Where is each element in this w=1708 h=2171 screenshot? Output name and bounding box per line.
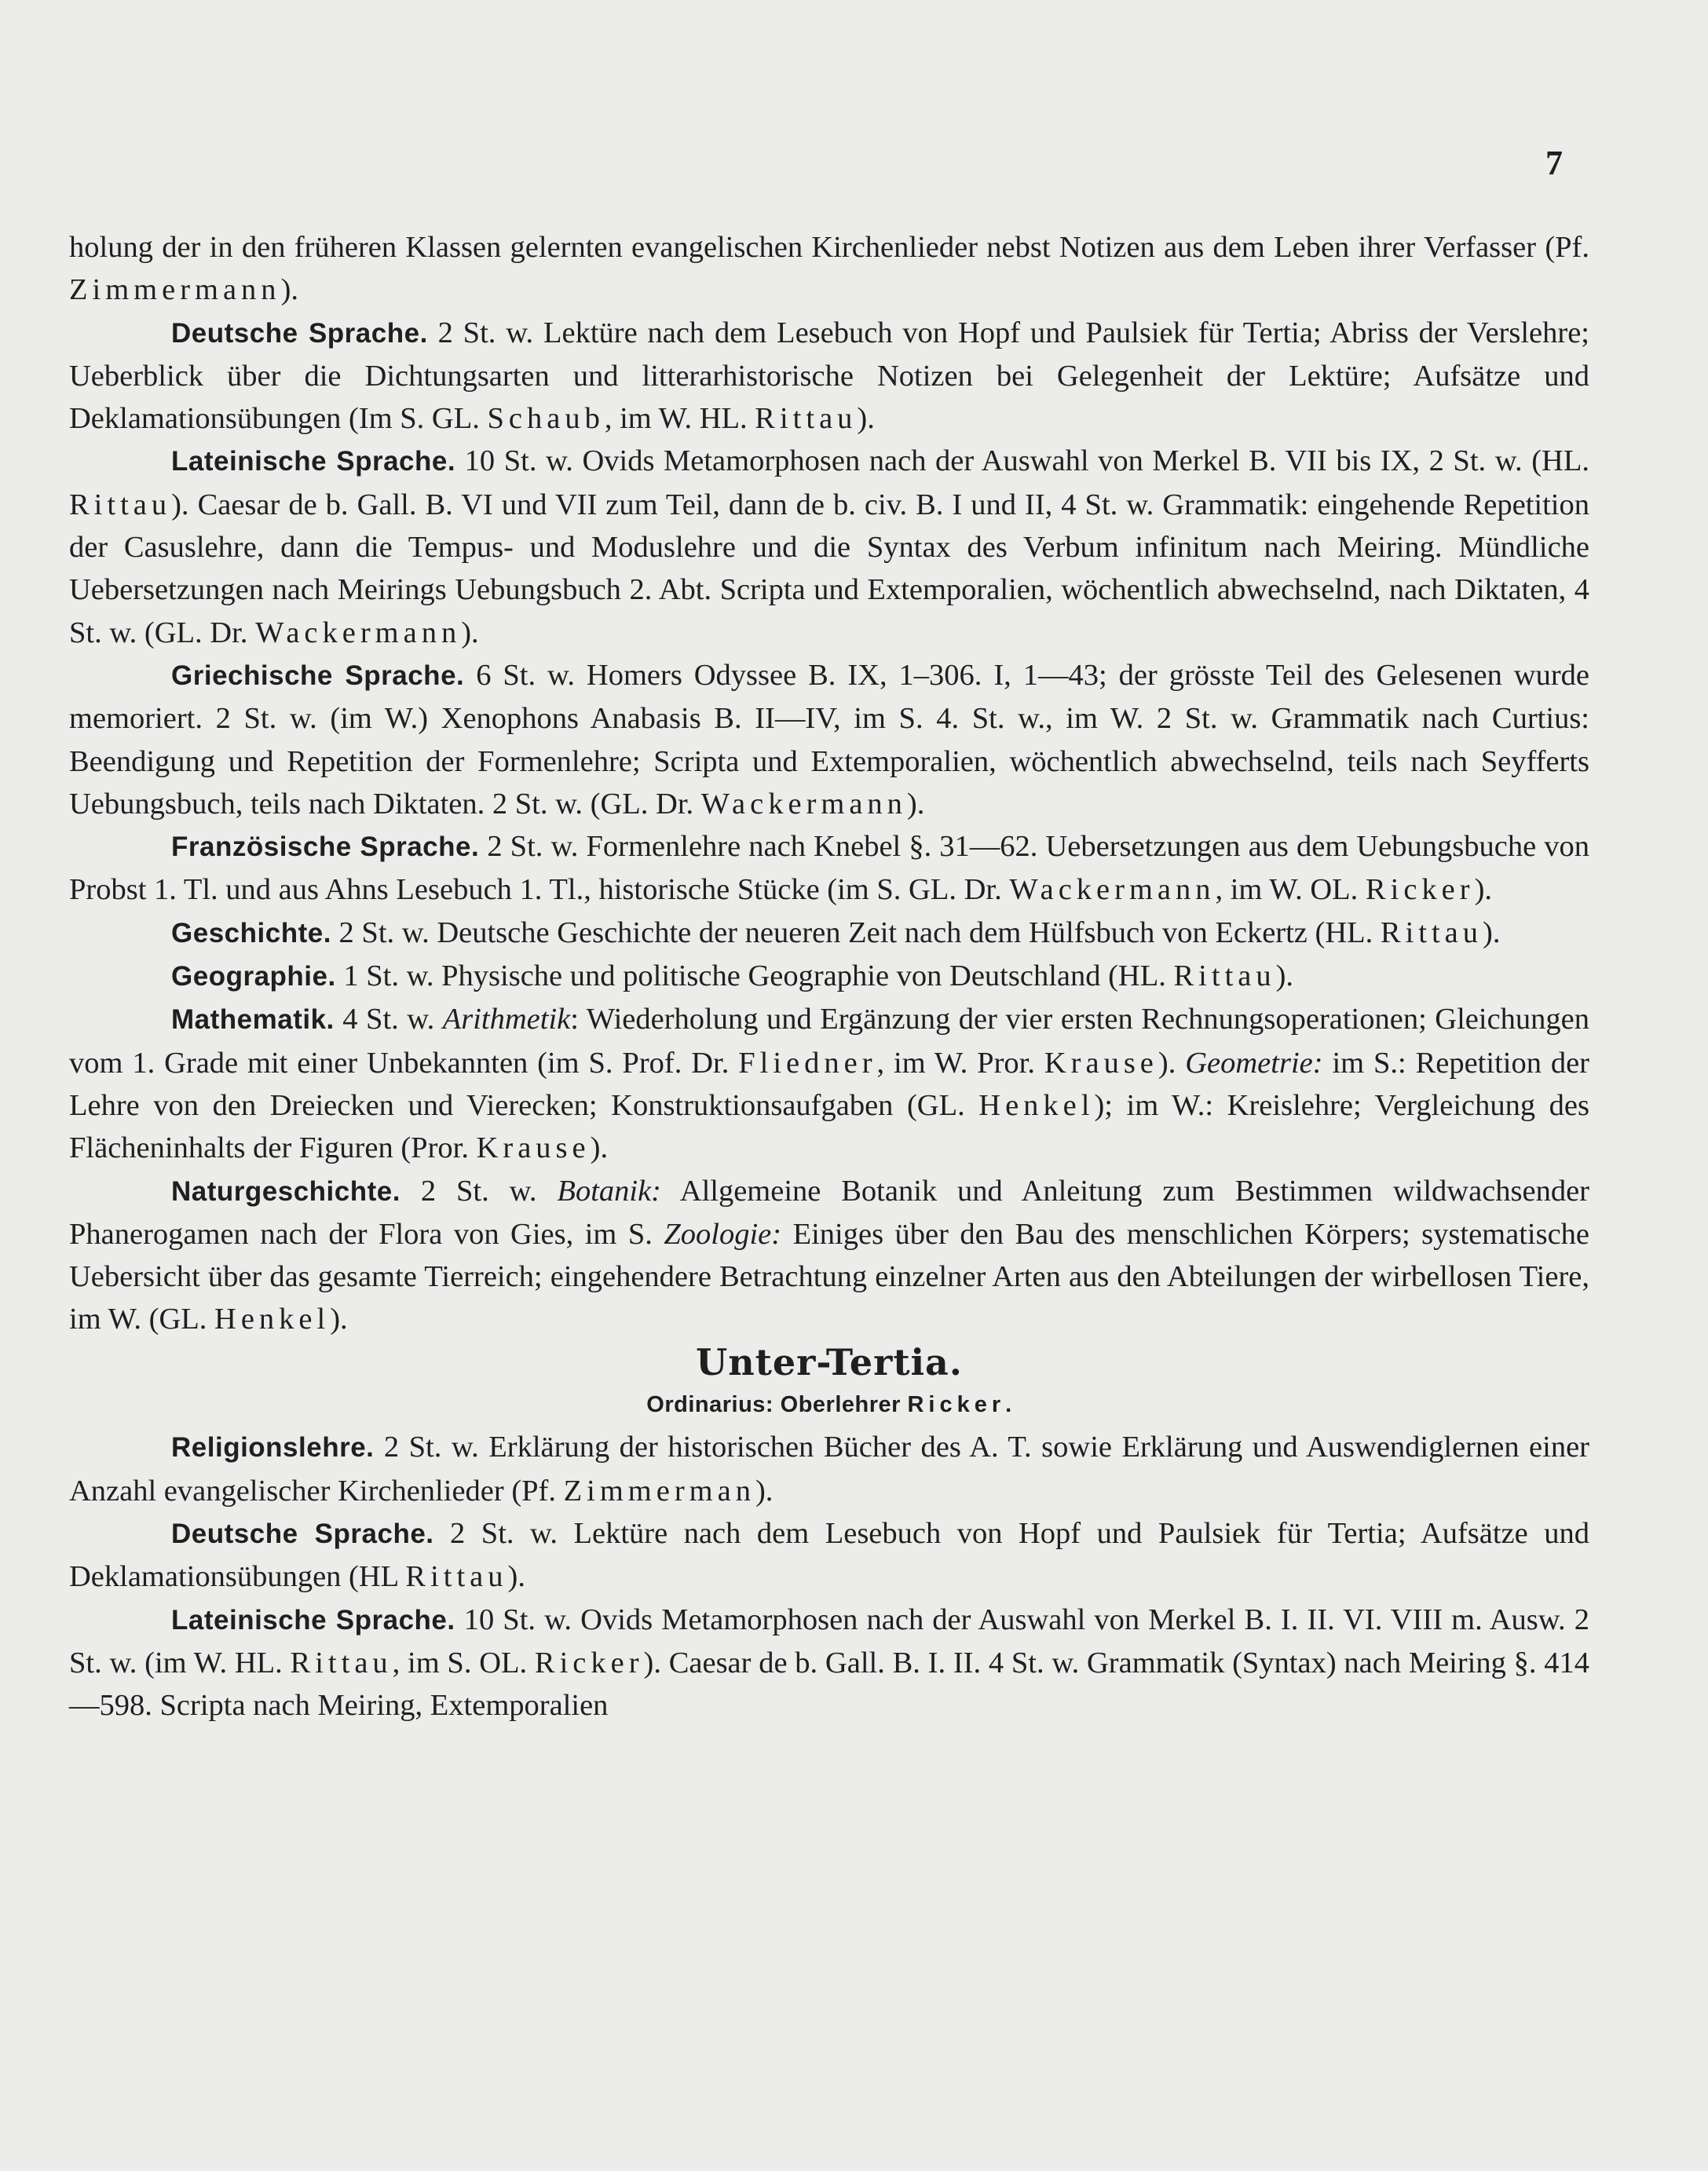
subject-heading: Geschichte. bbox=[171, 917, 331, 948]
subject-heading: Lateinische Sprache. bbox=[171, 446, 456, 477]
topic-label: Geometrie: bbox=[1185, 1046, 1323, 1080]
subject-heading: Geographie. bbox=[171, 961, 336, 992]
subject-heading: Französische Sprache. bbox=[171, 831, 480, 863]
paragraph-text: ). bbox=[280, 273, 299, 307]
subject-religion bbox=[69, 1426, 1589, 1512]
subject-heading: Lateinische Sprache. bbox=[171, 1604, 455, 1636]
topic-label: Arithmetik bbox=[442, 1003, 571, 1036]
teacher-name: Ricker bbox=[534, 1646, 644, 1679]
paragraph-text: ). bbox=[906, 787, 925, 821]
paragraph-continuation bbox=[69, 226, 1589, 312]
paragraph-text: , im S. OL. bbox=[392, 1646, 535, 1679]
subject-heading: Naturgeschichte. bbox=[171, 1175, 400, 1207]
subject-heading: Griechische Sprache. bbox=[171, 660, 465, 691]
paragraph-text: ). bbox=[1158, 1046, 1186, 1080]
paragraph-text: , im W. Pror. bbox=[876, 1046, 1044, 1080]
subtitle-text: Ordinarius: Oberlehrer bbox=[646, 1392, 908, 1418]
teacher-name: Fliedner bbox=[738, 1046, 877, 1080]
subject-latein bbox=[69, 440, 1589, 653]
teacher-name: Zimmerman bbox=[563, 1474, 755, 1508]
paragraph-text: holung der in den früheren Klassen gelernten evangelischen Kirchenlieder nebst Notizen aus dem Leben ihrer Verfasser (Pf. bbox=[69, 231, 1589, 264]
section-title: Unter-Tertia. bbox=[696, 1340, 963, 1383]
paragraph-text: ). bbox=[755, 1474, 774, 1508]
subject-heading: Deutsche Sprache. bbox=[171, 317, 428, 349]
teacher-name: Ricker bbox=[907, 1392, 1006, 1418]
paragraph-text: 2 St. w. Lektüre nach dem Lesebuch von Hopf und Paulsiek für Tertia; Aufsätze und Deklamationsübungen (HL bbox=[69, 1516, 1589, 1594]
paragraph-text: 2 St. w. Deutsche Geschichte der neueren Zeit nach dem Hülfsbuch von Eckertz (HL. bbox=[331, 916, 1381, 949]
subject-deutsch-ut bbox=[69, 1512, 1589, 1599]
paragraph-text: 2 St. w. Lektüre nach dem Lesebuch von Hopf und Paulsiek für Tertia; Abriss der Verslehre; Ueberblick über die Dichtungsarten und litterarhistorische Notizen bei Gelegenheit der Lektüre; Aufsätze und Deklamationsübungen (Im S. GL. bbox=[69, 316, 1589, 436]
paragraph-text: ). bbox=[590, 1131, 609, 1165]
subject-latein-ut bbox=[69, 1599, 1589, 1727]
topic-label: Zoologie: bbox=[664, 1217, 782, 1251]
paragraph-text: 2 St. w. Formenlehre nach Knebel §. 31—62. Uebersetzungen aus dem Uebungsbuche von Probst 1. Tl. und aus Ahns Lesebuch 1. Tl., historische Stücke (im S. GL. Dr. bbox=[69, 830, 1589, 907]
subject-franzoesisch bbox=[69, 825, 1589, 912]
paragraph-text: : Wiederholung und Ergänzung der vier ersten Rechnungsoperationen; Gleichungen vom 1. Grade mit einer Unbekannten (im S. Prof. Dr. bbox=[69, 1003, 1589, 1080]
teacher-name: Wackermann bbox=[700, 787, 907, 821]
paragraph-text: ). Caesar de b. Gall. B. I. II. 4 St. w. Grammatik (Syntax) nach Meiring §. 414—598. Scripta nach Meiring, Extemporalien bbox=[69, 1646, 1589, 1723]
page-number: 7 bbox=[1545, 144, 1563, 182]
subject-geschichte bbox=[69, 912, 1589, 955]
teacher-name: Krause bbox=[476, 1131, 591, 1165]
topic-label: Botanik: bbox=[557, 1174, 661, 1208]
subtitle-text: . bbox=[1005, 1392, 1012, 1418]
paragraph-text: 2 St. w. bbox=[400, 1174, 558, 1208]
subject-geographie bbox=[69, 955, 1589, 998]
teacher-name: Krause bbox=[1044, 1046, 1158, 1080]
subject-naturgeschichte bbox=[69, 1170, 1589, 1341]
paragraph-text: ). Caesar de b. Gall. B. VI und VII zum Teil, dann de b. civ. B. I und II, 4 St. w. Grammatik: eingehende Repetition der Casuslehre, dann die Tempus- und Moduslehre und die Syntax des Verbum infinitum nach Meiring. Mündliche Uebersetzungen nach Meirings Uebungsbuch 2. Abt. Scripta und Extemporalien, wöchentlich abwechselnd, nach Diktaten, 4 St. w. (GL. Dr. bbox=[69, 488, 1589, 649]
paragraph-text: ). bbox=[857, 402, 875, 436]
teacher-name: Rittau bbox=[1380, 916, 1483, 949]
paragraph-text: , im W. OL. bbox=[1215, 873, 1366, 907]
paragraph-text: ). bbox=[461, 616, 479, 649]
teacher-name: Wackermann bbox=[1009, 873, 1216, 907]
paragraph-text: ). bbox=[330, 1303, 348, 1336]
paragraph-text: ). bbox=[507, 1560, 525, 1594]
page-body bbox=[69, 226, 1589, 1727]
teacher-name: Rittau bbox=[290, 1646, 393, 1679]
paragraph-text: ); im W.: Kreislehre; Vergleichung des Flächeninhalts der Figuren (Pror. bbox=[69, 1088, 1589, 1165]
paragraph-text: 10 St. w. Ovids Metamorphosen nach der Auswahl von Merkel B. I. II. VI. VIII m. Ausw. 2 St. w. (im W. HL. bbox=[69, 1603, 1589, 1679]
subject-heading: Religionslehre. bbox=[171, 1432, 375, 1464]
teacher-name: Henkel bbox=[978, 1088, 1095, 1122]
section-subtitle bbox=[69, 1383, 1589, 1426]
subject-deutsch bbox=[69, 312, 1589, 440]
teacher-name: Rittau bbox=[69, 488, 172, 521]
teacher-name: Henkel bbox=[214, 1303, 331, 1336]
teacher-name: Zimmermann bbox=[69, 273, 281, 307]
teacher-name: Schaub bbox=[487, 402, 605, 436]
teacher-name: Rittau bbox=[405, 1560, 508, 1594]
paragraph-text: ). bbox=[1483, 916, 1501, 949]
subject-griechisch bbox=[69, 654, 1589, 825]
paragraph-text: im S.: Repetition der Lehre von den Dreiecken und Vierecken; Konstruktionsaufgaben (GL. bbox=[69, 1046, 1589, 1122]
subject-mathematik bbox=[69, 998, 1589, 1169]
teacher-name: Rittau bbox=[755, 402, 858, 436]
subject-heading: Mathematik. bbox=[171, 1004, 335, 1036]
subject-heading: Deutsche Sprache. bbox=[171, 1518, 434, 1549]
teacher-name: Ricker bbox=[1365, 873, 1475, 907]
paragraph-text: 4 St. w. bbox=[334, 1003, 443, 1036]
paragraph-text: 6 St. w. Homers Odyssee B. IX, 1–306. I, 1—43; der grösste Teil des Gelesenen wurde memoriert. 2 St. w. (im W.) Xenophons Anabasis B. II—IV, im S. 4. St. w., im W. 2 St. w. Grammatik nach Curtius: Beendigung und Repetition der Formenlehre; Scripta und Extemporalien, wöchentlich abwechselnd, teils nach Seyfferts Uebungsbuch, teils nach Diktaten. 2 St. w. (GL. Dr. bbox=[69, 658, 1589, 821]
teacher-name: Rittau bbox=[1173, 959, 1276, 993]
paragraph-text: ). bbox=[1275, 959, 1294, 993]
paragraph-text: 1 St. w. Physische und politische Geographie von Deutschland (HL. bbox=[335, 959, 1174, 993]
paragraph-text: ). bbox=[1474, 873, 1493, 907]
paragraph-text: , im W. HL. bbox=[604, 402, 755, 436]
teacher-name: Wackermann bbox=[255, 616, 462, 649]
paragraph-text: 2 St. w. Erklärung der historischen Bücher des A. T. sowie Erklärung und Auswendiglernen einer Anzahl evangelischer Kirchenlieder (Pf. bbox=[69, 1431, 1589, 1508]
paragraph-text: Allgemeine Botanik und Anleitung zum Bestimmen wildwachsender Phanerogamen nach der Flora von Gies, im S. bbox=[69, 1174, 1589, 1251]
paragraph-text: Einiges über den Bau des menschlichen Körpers; systematische Uebersicht über das gesamte Tierreich; eingehendere Betrachtung einzelner Arten aus den Abteilungen der wirbellosen Tiere, im W. (GL. bbox=[69, 1217, 1589, 1336]
paragraph-text: 10 St. w. Ovids Metamorphosen nach der Auswahl von Merkel B. VII bis IX, 2 St. w. (HL. bbox=[455, 444, 1589, 478]
